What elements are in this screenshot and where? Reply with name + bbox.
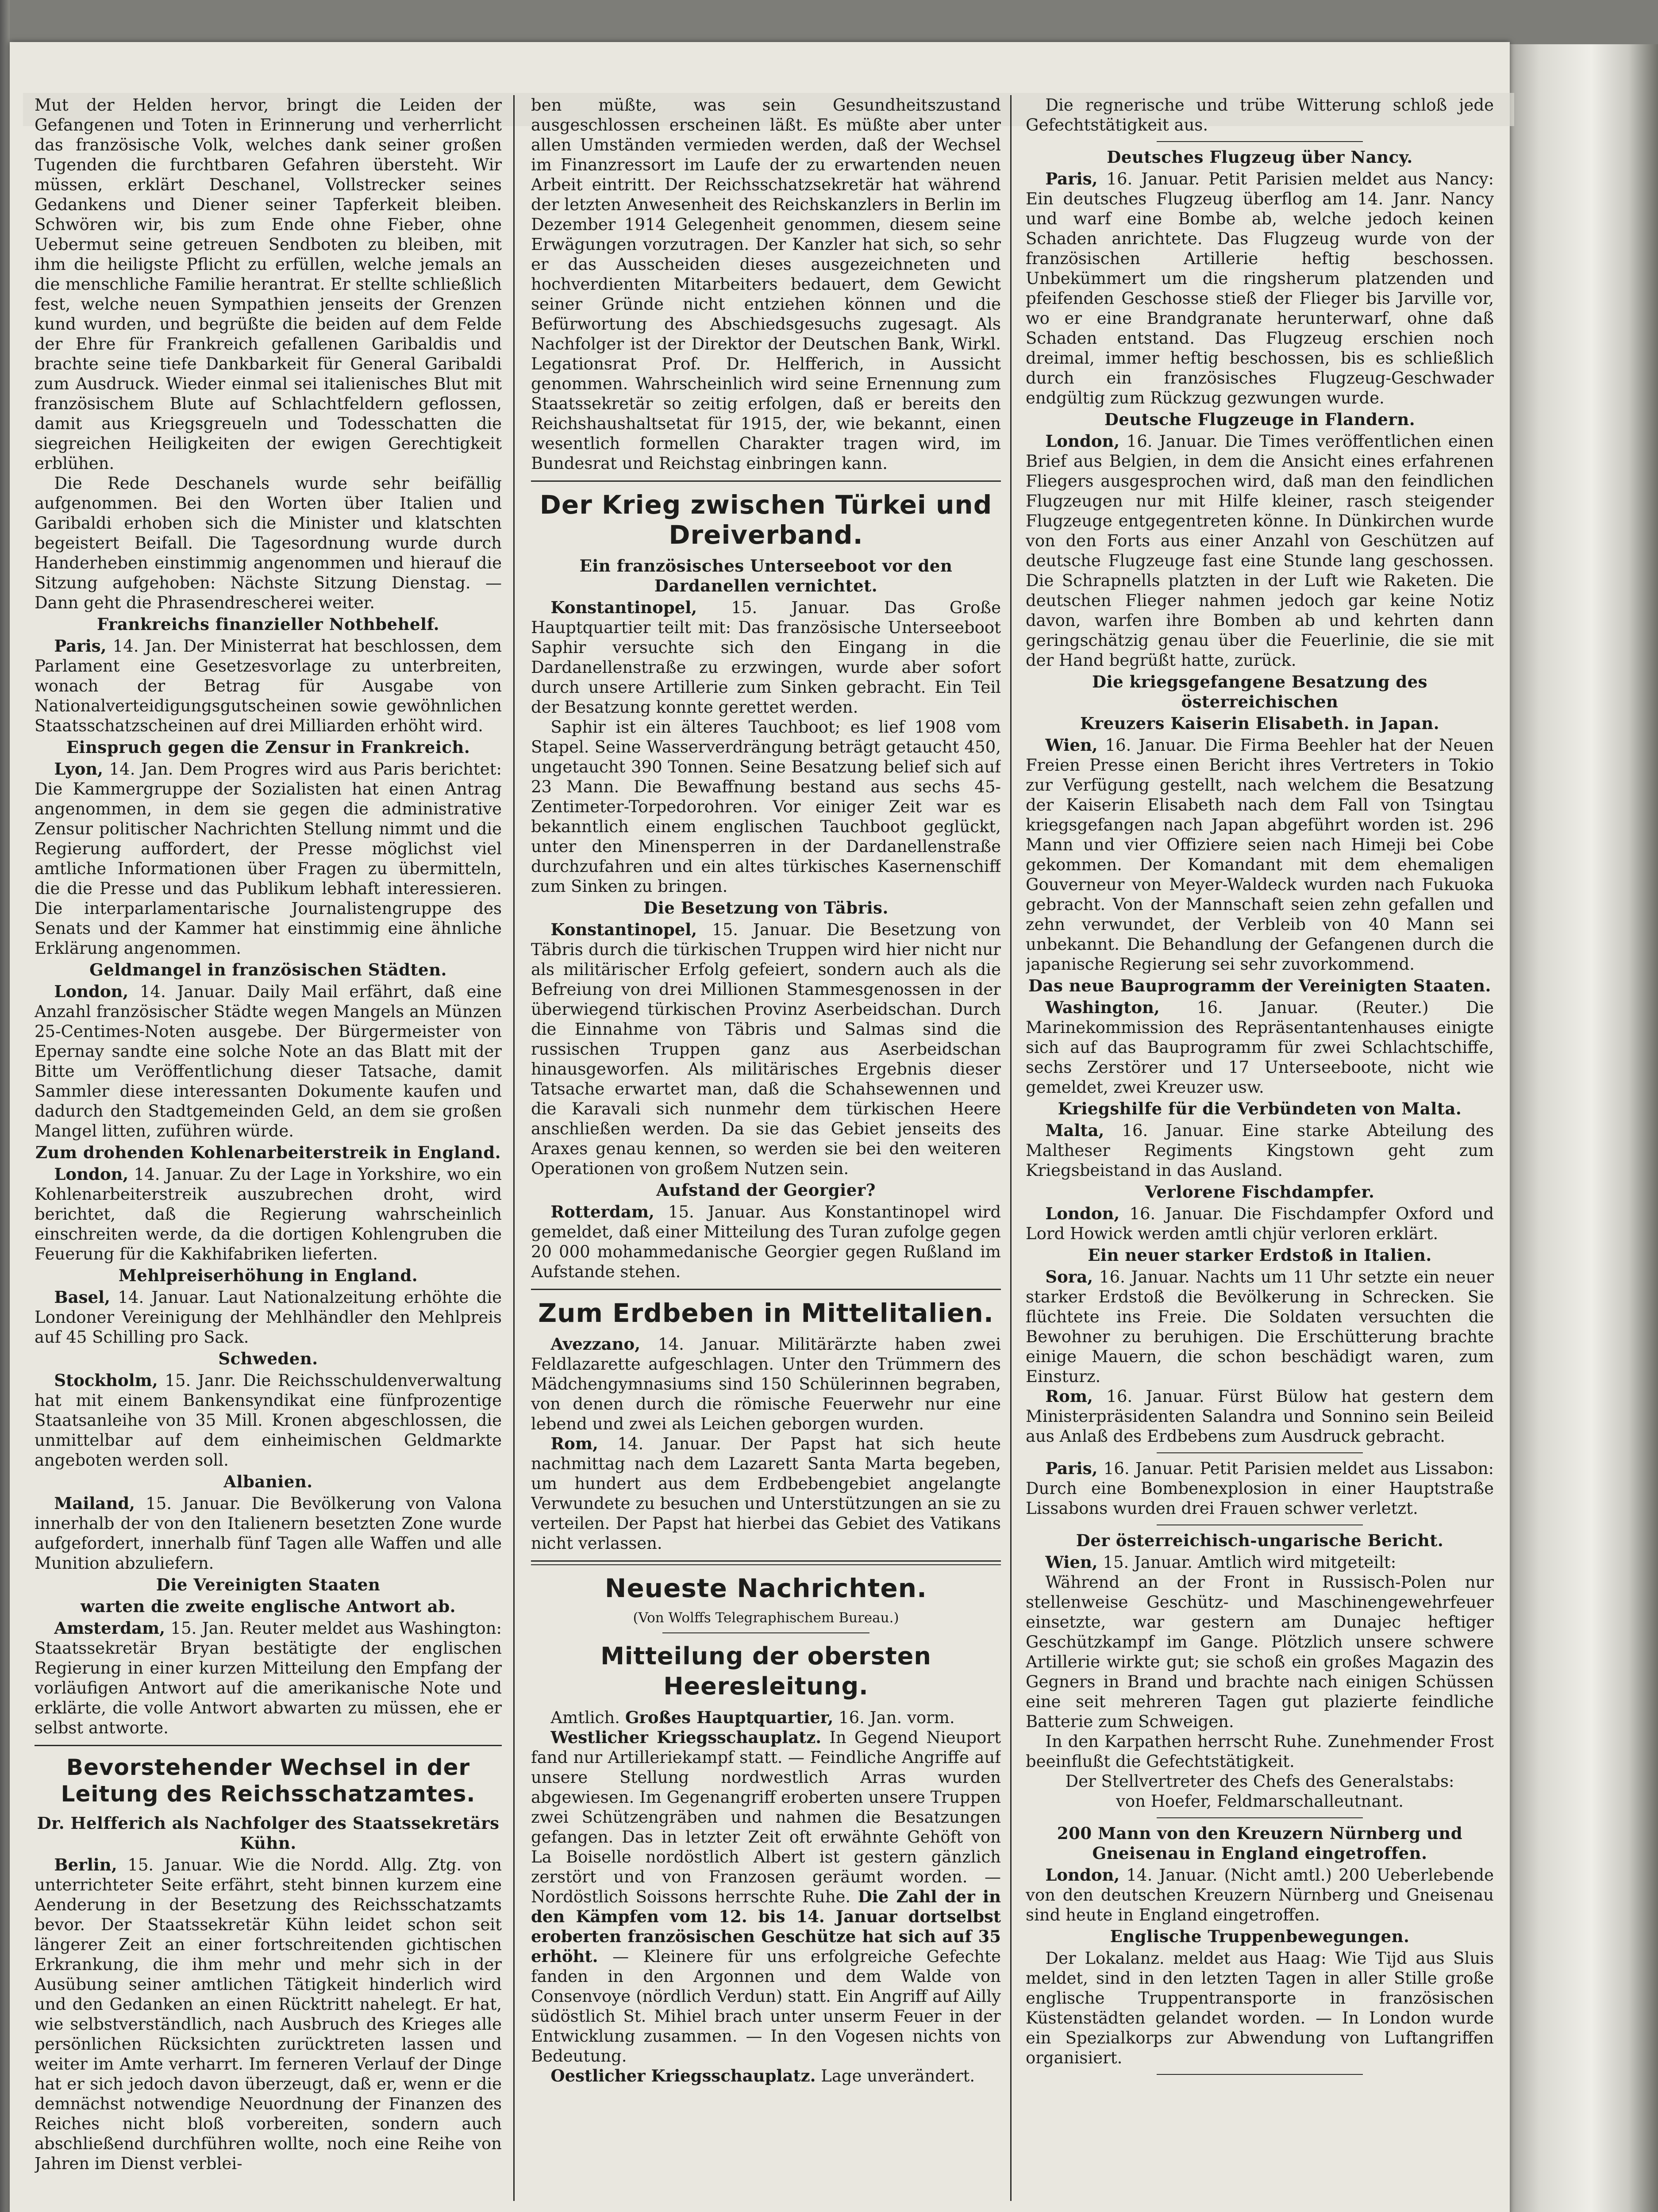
article-text: Lage unverändert. [821,2066,975,2085]
dateline: Paris, [54,636,107,656]
article-paragraph [1026,1552,1494,1572]
signature-line: Der Stellvertreter des Chefs des Generalstabs: [1065,1772,1454,1791]
article-subheading: Kreuzers Kaiserin Elisabeth. in Japan. [1080,714,1439,733]
article-text: 15. Januar. Die Besetzung von Täbris durch die türkischen Truppen wird hier nicht nur als militärischer Erfolg gefeiert, sondern auch als die Befreiung von drei Millionen Stammesgenossen in der überwiegend türkischen Provinz Aserbeidschan. Durch die Einnahme von Täbris und Salmas sind die russischen Truppen ganz aus Aserbeidschan hinausgeworfen. Als militärisches Ergebnis dieser Tatsache erwartet man, daß die Schahsewennen und die Karavali sich nunmehr dem türkischen Heere anschließen werden. Da sie das Gebiet jenseits des Araxes genau kennen, so werden sie bei den weiteren Operationen von großem Nutzen sein. [531,920,1001,1178]
article-text: 14. Januar. Laut Nationalzeitung erhöhte die Londoner Vereinigung der Mehlhändler den Mehlpreis auf 45 Schilling pro Sack. [35,1288,502,1347]
dateline: London, [1045,1204,1120,1223]
emphasis-text: Die Zahl der in den Kämpfen vom 12. bis 14. Januar dortselbst eroberten französischen Geschütze hat sich auf 35 erhöht. [531,1887,1001,1966]
dateline: Stockholm, [54,1371,158,1390]
end-divider [1157,2074,1363,2075]
article-text: 14. Januar. (Nicht amtl.) 200 Ueberlebende von den deutschen Kreuzern Nürnberg und Gneisenau sind heute in England eingetroffen. [1026,1866,1494,1924]
article-paragraph: Saphir ist ein älteres Tauchboot; es lief 1908 vom Stapel. Seine Wasserverdrängung beträgt getaucht 450, ungetaucht 390 Tonnen. Seine Besatzung belief sich auf 23 Mann. Die Bewaffnung bestand aus sechs 45-Zentimeter-Torpedorohren. Vor einiger Zeit war es bekanntlich einem englischen Tauchboot geglückt, unter den Minensperren in der Dardanellenstraße durchzufahren und ein altes türkisches Kasernenschiff zum Sinken zu bringen. [531,718,1001,896]
article-heading: Kriegshilfe für die Verbündeten von Malta. [1058,1099,1462,1118]
dateline: Avezzano, [550,1334,641,1354]
article-text: 16. Januar. Die Times veröffentlichen einen Brief aus Belgien, in dem die Ansicht eines erfahrenen Fliegers ausgesprochen wird, daß man den feindlichen Flugzeugen nur mit Hilfe kleiner, rasch steigender Flugzeuge entgegentreten könne. In Dünkirchen wurde von den Forts aus einer Anzahl von Geschützen auf deutsche Flugzeuge fast eine Stunde lang geschossen. Die Schrapnells platzten in der Luft wie Raketen. Die deutschen Flieger nahmen jedoch gar keine Notiz davon, warfen ihre Bomben ab und kehrten dann geringschätzig genau über die Feuerlinie, die sie mit der Hand begrüßt hatte, zurück. [1026,432,1494,670]
dateline: Berlin, [54,1855,117,1874]
article-heading: Mehlpreiserhöhung in England. [118,1266,418,1285]
article-paragraph [35,1494,502,1573]
article-text: 15. Januar. Amtlich wird mitgeteilt: [1103,1553,1396,1572]
article-text: 16. Januar. Nachts um 11 Uhr setzte ein neuer starker Erdstoß die Bevölkerung in Schrecken. Sie flüchtete ins Freie. Die Soldaten versuchten die Bewohner zu beruhigen. Die Erschütterung brachte einige Mauern, die schon beschädigt waren, zum Einsturz. [1026,1267,1494,1386]
article-paragraph [35,636,502,736]
article-text: 16. Januar. Eine starke Abteilung des Maltheser Regiments Kingstown geht zum Kriegsbeistand in das Ausland. [1026,1121,1494,1180]
article-heading: Verlorene Fischdampfer. [1145,1182,1375,1202]
article-text: 16. Januar. Die Fischdampfer Oxford und Lord Howick werden amtli chjür verloren erklärt. [1026,1204,1494,1243]
article-paragraph [1026,1459,1494,1518]
article-paragraph: ben müßte, was sein Gesundheitszustand ausgeschlossen erscheinen läßt. Es müßte aber unter allen Umständen vermieden werden, daß der Wechsel im Finanzressort im Laufe der zu erwartenden neuen Arbeit eintritt. Der Reichsschatzsekretär hat während der letzten Anwesenheit des Reichskanzlers in Berlin im Dezember 1914 Gelegenheit genommen, diesem seine Erwägungen vorzutragen. Der Kanzler hat sich, so sehr er das Ausscheiden dieses ausgezeichneten und hochverdienten Mitarbeiters bedauert, dem Gewicht seiner Gründe nicht entziehen können und die Befürwortung des Abschiedsgesuchs zugesagt. Als Nachfolger ist der Direktor der Deutschen Bank, Wirkl. Legationsrat Prof. Dr. Helfferich, in Aussicht genommen. Wahrscheinlich wird seine Ernennung zum Staatssekretär so zeitig erfolgen, daß er bereits den Reichshaushaltsetat für 1915, der, wie bekannt, einen wesentlich formellen Charakter tragen wird, im Bundesrat und Reichstag einbringen kann. [531,96,1001,473]
dateline: Washington, [1045,998,1160,1017]
dateline: Malta, [1045,1121,1104,1140]
dateline: Rotterdam, [550,1202,654,1221]
dateline: Wien, [1045,735,1098,755]
article-paragraph [35,982,502,1141]
dateline: Basel, [54,1287,110,1307]
dateline: Wien, [1045,1552,1098,1572]
dateline: Großes Hauptquartier, [625,1708,834,1727]
dateline: Paris, [1045,169,1098,188]
article-paragraph [1026,169,1494,408]
column-rule-2 [1010,95,1012,2201]
article-heading: Dr. Helfferich als Nachfolger des Staatssekretärs Kühn. [37,1813,500,1853]
article-paragraph [35,759,502,958]
article-heading: Schweden. [218,1349,318,1368]
dateline: Westlicher Kriegsschauplatz. [550,1728,822,1747]
source-line: (Von Wolffs Telegraphischem Bureau.) [633,1610,899,1626]
dateline: London, [1045,1865,1120,1885]
article-heading: 200 Mann von den Kreuzern Nürnberg und Gneisenau in England eingetroffen. [1057,1824,1463,1863]
article-text: 15. Januar. Die Bevölkerung von Valona innerhalb der von den Italienern besetzten Zone wurde aufgefordert, innerhalb fünf Tagen alle Waffen und alle Munition abzuliefern. [35,1494,502,1573]
divider [1157,1817,1363,1818]
dateline: Amsterdam, [54,1618,165,1638]
article-paragraph [1026,1121,1494,1180]
article-heading: Geldmangel in französischen Städten. [89,960,447,979]
article-heading: Englische Truppenbewegungen. [1110,1927,1410,1946]
article-heading: Ein neuer starker Erdstoß in Italien. [1088,1245,1432,1265]
dateline: London, [54,982,129,1001]
dateline: Rom, [1045,1386,1093,1406]
article-text: 15. Jan. Reuter meldet aus Washington: Staatssekretär Bryan bestätigte der englischen Regierung in einer kurzen Mitteilung den Empfang der vorläufigen Antwort auf die amerikanische Note und erklärte, die volle Antwort abwarten zu müssen, ehe er selbst antworte. [35,1619,502,1737]
article-text: 16. Januar. (Reuter.) Die Marinekommission des Repräsentantenhauses einigte sich auf das Bauprogramm für zwei Schlachtschiffe, sechs Zerstörer und 17 Unterseeboote, nicht wie gemeldet, zwei Kreuzer usw. [1026,998,1494,1097]
article-heading: Zum drohenden Kohlenarbeiterstreik in England. [35,1143,501,1162]
article-text: 15. Januar. Wie die Nordd. Allg. Ztg. von unterrichteter Seite erfährt, steht binnen kurzem eine Aenderung in der Besetzung des Reichsschatzamts bevor. Der Staatssekretär Kühn leidet schon seit längerer Zeit an einer fortschreitenden gichtischen Erkrankung, die ihm mehr und mehr sich in der Ausübung seiner amtlichen Tätigkeit hinderlich wird und den Gedanken an einen Rücktritt nahelegt. Er hat, wie selbstverständlich, nach Ausbruch des Krieges alle persönlichen Rücksichten zurücktreten lassen und weiter im Amte verharrt. Im ferneren Verlauf der Dinge hat er sich jedoch davon überzeugt, daß er, wenn er die demnächst notwendige Neuordnung der Finanzen des Reiches nicht bloß vorbereiten, sondern auch abschließend durchführen wollte, noch eine Reihe von Jahren im Dienst verblei- [35,1855,502,2173]
article-text: 14. Jan. Der Ministerrat hat beschlossen, dem Parlament eine Gesetzesvorlage zu unterbreiten, wonach der Betrag für Ausgabe von Nationalverteidigungsgutscheinen sowie gewöhnlichen Staatsschatzscheinen auf drei Milliarden erhöht wird. [35,637,502,735]
article-paragraph [1026,1865,1494,1925]
section-rule [531,1289,1001,1290]
dateline: London, [1045,431,1120,451]
page-edge-stack [1510,44,1658,2212]
article-paragraph [35,1371,502,1470]
article-heading: Aufstand der Georgier? [656,1180,876,1200]
article-text: 14. Januar. Der Papst hat sich heute nachmittag nach dem Lazarett Santa Marta begeben, um hundert aus dem Erdbebengebiet angelangte Verwundete zu besuchen und Unterstützungen an sie zu verteilen. Der Papst hat hierbei das Gebiet des Vatikans nicht verlassen. [531,1434,1001,1553]
article-heading: Ein französisches Unterseeboot vor den Dardanellen vernichtet. [579,556,953,595]
article-text: 14. Januar. Daily Mail erfährt, daß eine Anzahl französischer Städte wegen Mangels an Münzen 25-Centimes-Noten ausgebe. Der Bürgermeister von Epernay sandte eine solche Note an das Blatt mit der Bitte um Veröffentlichung dieser Tatsache, damit Sammler diese interessanten Dokumente kaufen und dadurch den Stadtgemeinden Geld, an dem sie großen Mangel litten, zuführen würde. [35,982,502,1141]
article-text: 16. Januar. Die Firma Beehler hat der Neuen Freien Presse einen Bericht ihres Vertreters in Tokio zur Verfügung gestellt, nach welchem die Besatzung der Kaiserin Elisabeth nach dem Fall von Tsingtau kriegsgefangen nach Japan abgeführt worden ist. 296 Mann und vier Offiziere seien nach Himeji bei Cobe gekommen. Der Komandant mit dem ehemaligen Gouverneur von Meyer-Waldeck wurden nach Fukuoka gebracht. Von der Mannschaft seien zehn gefallen und zehn verwundet, der Verbleib von 40 Mann sei unbekannt. Die Behandlung der Gefangenen durch die japanische Regierung sei sehr zuvorkommend. [1026,736,1494,974]
section-headline: Bevorstehender Wechsel in der Leitung des Reichsschatzamtes. [61,1755,476,1807]
article-text: — Kleinere für uns erfolgreiche Gefechte fanden in den Argonnen und dem Walde von Consenvoye (nördlich Verdun) statt. Ein Angriff auf Ailly südöstlich St. Mihiel brach unter unserm Feuer in der Entwicklung zusammen. — In den Vogesen nichts von Bedeutung. [531,1947,1001,2066]
divider [1157,141,1363,142]
article-paragraph: Mut der Helden hervor, bringt die Leiden der Gefangenen und Toten in Erinnerung und verherrlicht das französische Volk, welches dank seiner großen Tugenden die furchtbaren Gefahren übersteht. Wir müssen, erklärt Deschanel, Vollstrecker seines Gedankens und Diener seiner Tapferkeit bleiben. Schwören wir, bis zum Ende ohne Fieber, ohne Uebermut seine getreuen Sendboten zu bleiben, mit ihm die heiligste Pflicht zu erfüllen, welche jemals an die menschliche Familie herantrat. Er stellte schließlich fest, welche neuen Sympathien jenseits der Grenzen kund wurden, und begrüßte die beiden auf dem Felde der Ehre für Frankreich gefallenen Garibaldis und brachte seine tiefe Dankbarkeit für General Garibaldi zum Ausdruck. Wieder einmal sei italienisches Blut mit französischem Blute auf Schlachtfeldern geflossen, damit aus Kriegsgreueln und Todesschatten die siegreichen Heiligkeiten der ewigen Gerechtigkeit erblühen. [35,96,502,473]
article-text: 14. Jan. Dem Progres wird aus Paris berichtet: Die Kammergruppe der Sozialisten hat einen Antrag angenommen, in dem sie gegen die administrative Zensur politischer Nachrichten Stellung nimmt und die Regierung auffordert, der Presse möglichst viel amtliche Informationen über Fragen zu übermitteln, die die Presse und das Publikum lebhaft interessieren. Die interparlamentarische Journalistengruppe des Senats und der Kammer hat einstimmig eine ähnliche Erklärung angenommen. [35,760,502,958]
article-text: 14. Januar. Militärärzte haben zwei Feldlazarette aufgeschlagen. Unter den Trümmern des Mädchengymnasiums sind 150 Schülerinnen begraben, von denen durch die römische Feuerwehr nur eine lebend und zwei als Leichen geborgen wurden. [531,1335,1001,1433]
dateline: Konstantinopel, [550,920,697,939]
article-paragraph [531,1728,1001,2066]
scan-left-edge [0,0,10,2212]
article-paragraph [531,598,1001,717]
article-paragraph [1026,998,1494,1097]
dateline: Paris, [1045,1459,1098,1478]
article-heading: Frankreichs finanzieller Nothbehelf. [96,614,440,634]
dateline: Sora, [1045,1267,1093,1286]
article-subheading: warten die zweite englische Antwort ab. [80,1597,456,1616]
article-paragraph [1026,1267,1494,1386]
article-text: 16. Januar. Petit Parisien meldet aus Lissabon: Durch eine Bombenexplosion in einer Hauptstraße Lissabons wurden drei Frauen schwer verletzt. [1026,1459,1494,1518]
dateline: Konstantinopel, [550,598,697,617]
article-paragraph: Die Rede Deschanels wurde sehr beifällig aufgenommen. Bei den Worten über Italien und Garibaldi erhoben sich die Minister und klatschten begeistert Beifall. Die Tagesordnung wurde durch Handerheben einstimmig angenommen und hierauf die Sitzung aufgehoben: Nächste Sitzung Dienstag. — Dann geht die Phrasendrescherei weiter. [35,474,502,612]
article-paragraph [531,1434,1001,1553]
article-paragraph [531,2066,1001,2086]
section-rule [531,1560,1001,1565]
divider [1157,1452,1363,1453]
article-paragraph [35,1855,502,2174]
article-paragraph [531,1334,1001,1434]
article-paragraph [531,1202,1001,1282]
article-paragraph [1026,431,1494,670]
article-paragraph [531,920,1001,1179]
article-paragraph [35,1287,502,1347]
article-paragraph [35,1164,502,1264]
column-rule-1 [513,95,515,2201]
section-rule [531,480,1001,482]
article-paragraph [531,1708,1001,1728]
article-heading: Albanien. [223,1472,313,1491]
section-headline: Zum Erdbeben in Mittelitalien. [538,1298,994,1328]
dateline: London, [54,1164,129,1184]
article-heading: Die Vereinigten Staaten [156,1575,381,1594]
article-paragraph: Der Lokalanz. meldet aus Haag: Wie Tijd aus Sluis meldet, sind in den letzten Tagen in aller Stille große englische Truppentransporte in französischen Küstenstädten gelandet worden. — In London wurde ein Spezialkorps zur Abwendung von Luftangriffen organisiert. [1026,1949,1494,2067]
section-rule [35,1745,502,1746]
column-1 [35,95,502,2201]
article-text: In Gegend Nieuport fand nur Artilleriekampf statt. — Feindliche Angriffe auf unsere Stellung nordwestlich Arras wurden abgewiesen. Im Gegenangriff eroberten unsere Truppen zwei Schützengräben und nahmen die Besatzungen gefangen. Das in letzter Zeit oft erwähnte Gehöft von La Boiselle nordöstlich Albert ist gestern gänzlich zerstört und von Franzosen geräumt worden. — Nordöstlich Soissons herrschte Ruhe. [531,1728,1001,1906]
section-headline: Mitteilung der obersten Heeresleitung. [600,1642,931,1700]
article-paragraph: In den Karpathen herrscht Ruhe. Zunehmender Frost beeinflußt die Gefechtstätigkeit. [1026,1732,1494,1771]
divider [662,1632,869,1633]
article-text: 15. Januar. Aus Konstantinopel wird gemeldet, daß einer Mitteilung des Turan zufolge gegen 20 000 mohammedanische Georgier gegen Rußland im Aufstande stehen. [531,1202,1001,1281]
column-3 [1026,95,1494,2201]
article-heading: Die Besetzung von Täbris. [643,898,889,918]
article-text: 15. Janr. Die Reichsschuldenverwaltung hat mit einem Bankensyndikat eine fünfprozentige Staatsanleihe von 35 Mill. Kronen abgeschlossen, die unmittelbar auf dem einheimischen Geldmarkte angeboten werden soll. [35,1371,502,1470]
dateline: Mailand, [54,1494,135,1513]
dateline: Rom, [550,1434,598,1453]
section-headline: Der Krieg zwischen Türkei und Dreiverband. [539,490,992,550]
article-heading: Deutsche Flugzeuge in Flandern. [1104,410,1416,429]
signature-line: von Hoefer, Feldmarschalleutnant. [1116,1792,1404,1811]
article-text: 16. Januar. Petit Parisien meldet aus Nancy: Ein deutsches Flugzeug überflog am 14. Janr. Nancy und warf eine Bombe ab, welche jedoch keinen Schaden anrichtete. Das Flugzeug wurde von der französischen Artillerie heftig beschossen. Unbekümmert um die ringsherum platzenden und pfeifenden Geschosse stieß der Flieger bis Jarville vor, wo er eine Brandgranate herunterwarf, ohne daß Schaden entstand. Das Flugzeug erschien noch dreimal, immer heftig beschossen, bis es schließlich durch ein französisches Flugzeug-Geschwader endgültig zum Rückzug gezwungen wurde. [1026,169,1494,407]
article-text: Amtlich. [550,1708,620,1727]
dateline: Oestlicher Kriegsschauplatz. [550,2066,816,2085]
article-paragraph [35,1618,502,1738]
article-heading: Das neue Bauprogramm der Vereinigten Staaten. [1028,976,1491,995]
article-text: 14. Januar. Zu der Lage in Yorkshire, wo ein Kohlenarbeiterstreik auszubrechen droht, wird berichtet, daß die Regierung wahrscheinlich einschreiten werde, da die dortigen Kohlengruben die Feuerung für die Kakhifabriken lieferten. [35,1165,502,1263]
article-heading: Die kriegsgefangene Besatzung des österreichischen [1092,672,1427,711]
dateline: Lyon, [54,759,104,779]
article-paragraph: Während an der Front in Russisch-Polen nur stellenweise Geschütz- und Maschinengewehrfeuer einsetzte, war gestern am Dunajec heftiger Geschützkampf im Gange. Plötzlich unsere schwere Artillerie wirkte gut; sie schoß ein großes Magazin des Gegners in Brand und brachte nach einigen Schüssen eine seit mehreren Tagen gut plazierte feindliche Batterie zum Schweigen. [1026,1573,1494,1731]
article-heading: Der österreichisch-ungarische Bericht. [1076,1531,1444,1550]
article-text: 16. Januar. Fürst Bülow hat gestern dem Ministerpräsidenten Salandra und Sonnino sein Beileid aus Anlaß des Erdbebens zum Ausdruck gebracht. [1026,1387,1494,1446]
article-heading: Einspruch gegen die Zensur in Frankreich. [66,737,470,757]
article-text: 16. Jan. vorm. [839,1708,955,1727]
article-paragraph [1026,1204,1494,1244]
article-paragraph [1026,735,1494,974]
section-headline: Neueste Nachrichten. [604,1573,927,1603]
column-2 [531,95,1001,2201]
article-text: 15. Januar. Das Große Hauptquartier teilt mit: Das französische Unterseeboot Saphir versuchte sich den Eingang in die Dardanellenstraße zu erzwingen, wurde aber sofort durch unsere Artillerie zum Sinken gebracht. Ein Teil der Besatzung konnte gerettet werden. [531,598,1001,717]
article-paragraph: Die regnerische und trübe Witterung schloß jede Gefechtstätigkeit aus. [1026,96,1494,134]
article-heading: Deutsches Flugzeug über Nancy. [1107,147,1413,167]
article-paragraph [1026,1386,1494,1446]
